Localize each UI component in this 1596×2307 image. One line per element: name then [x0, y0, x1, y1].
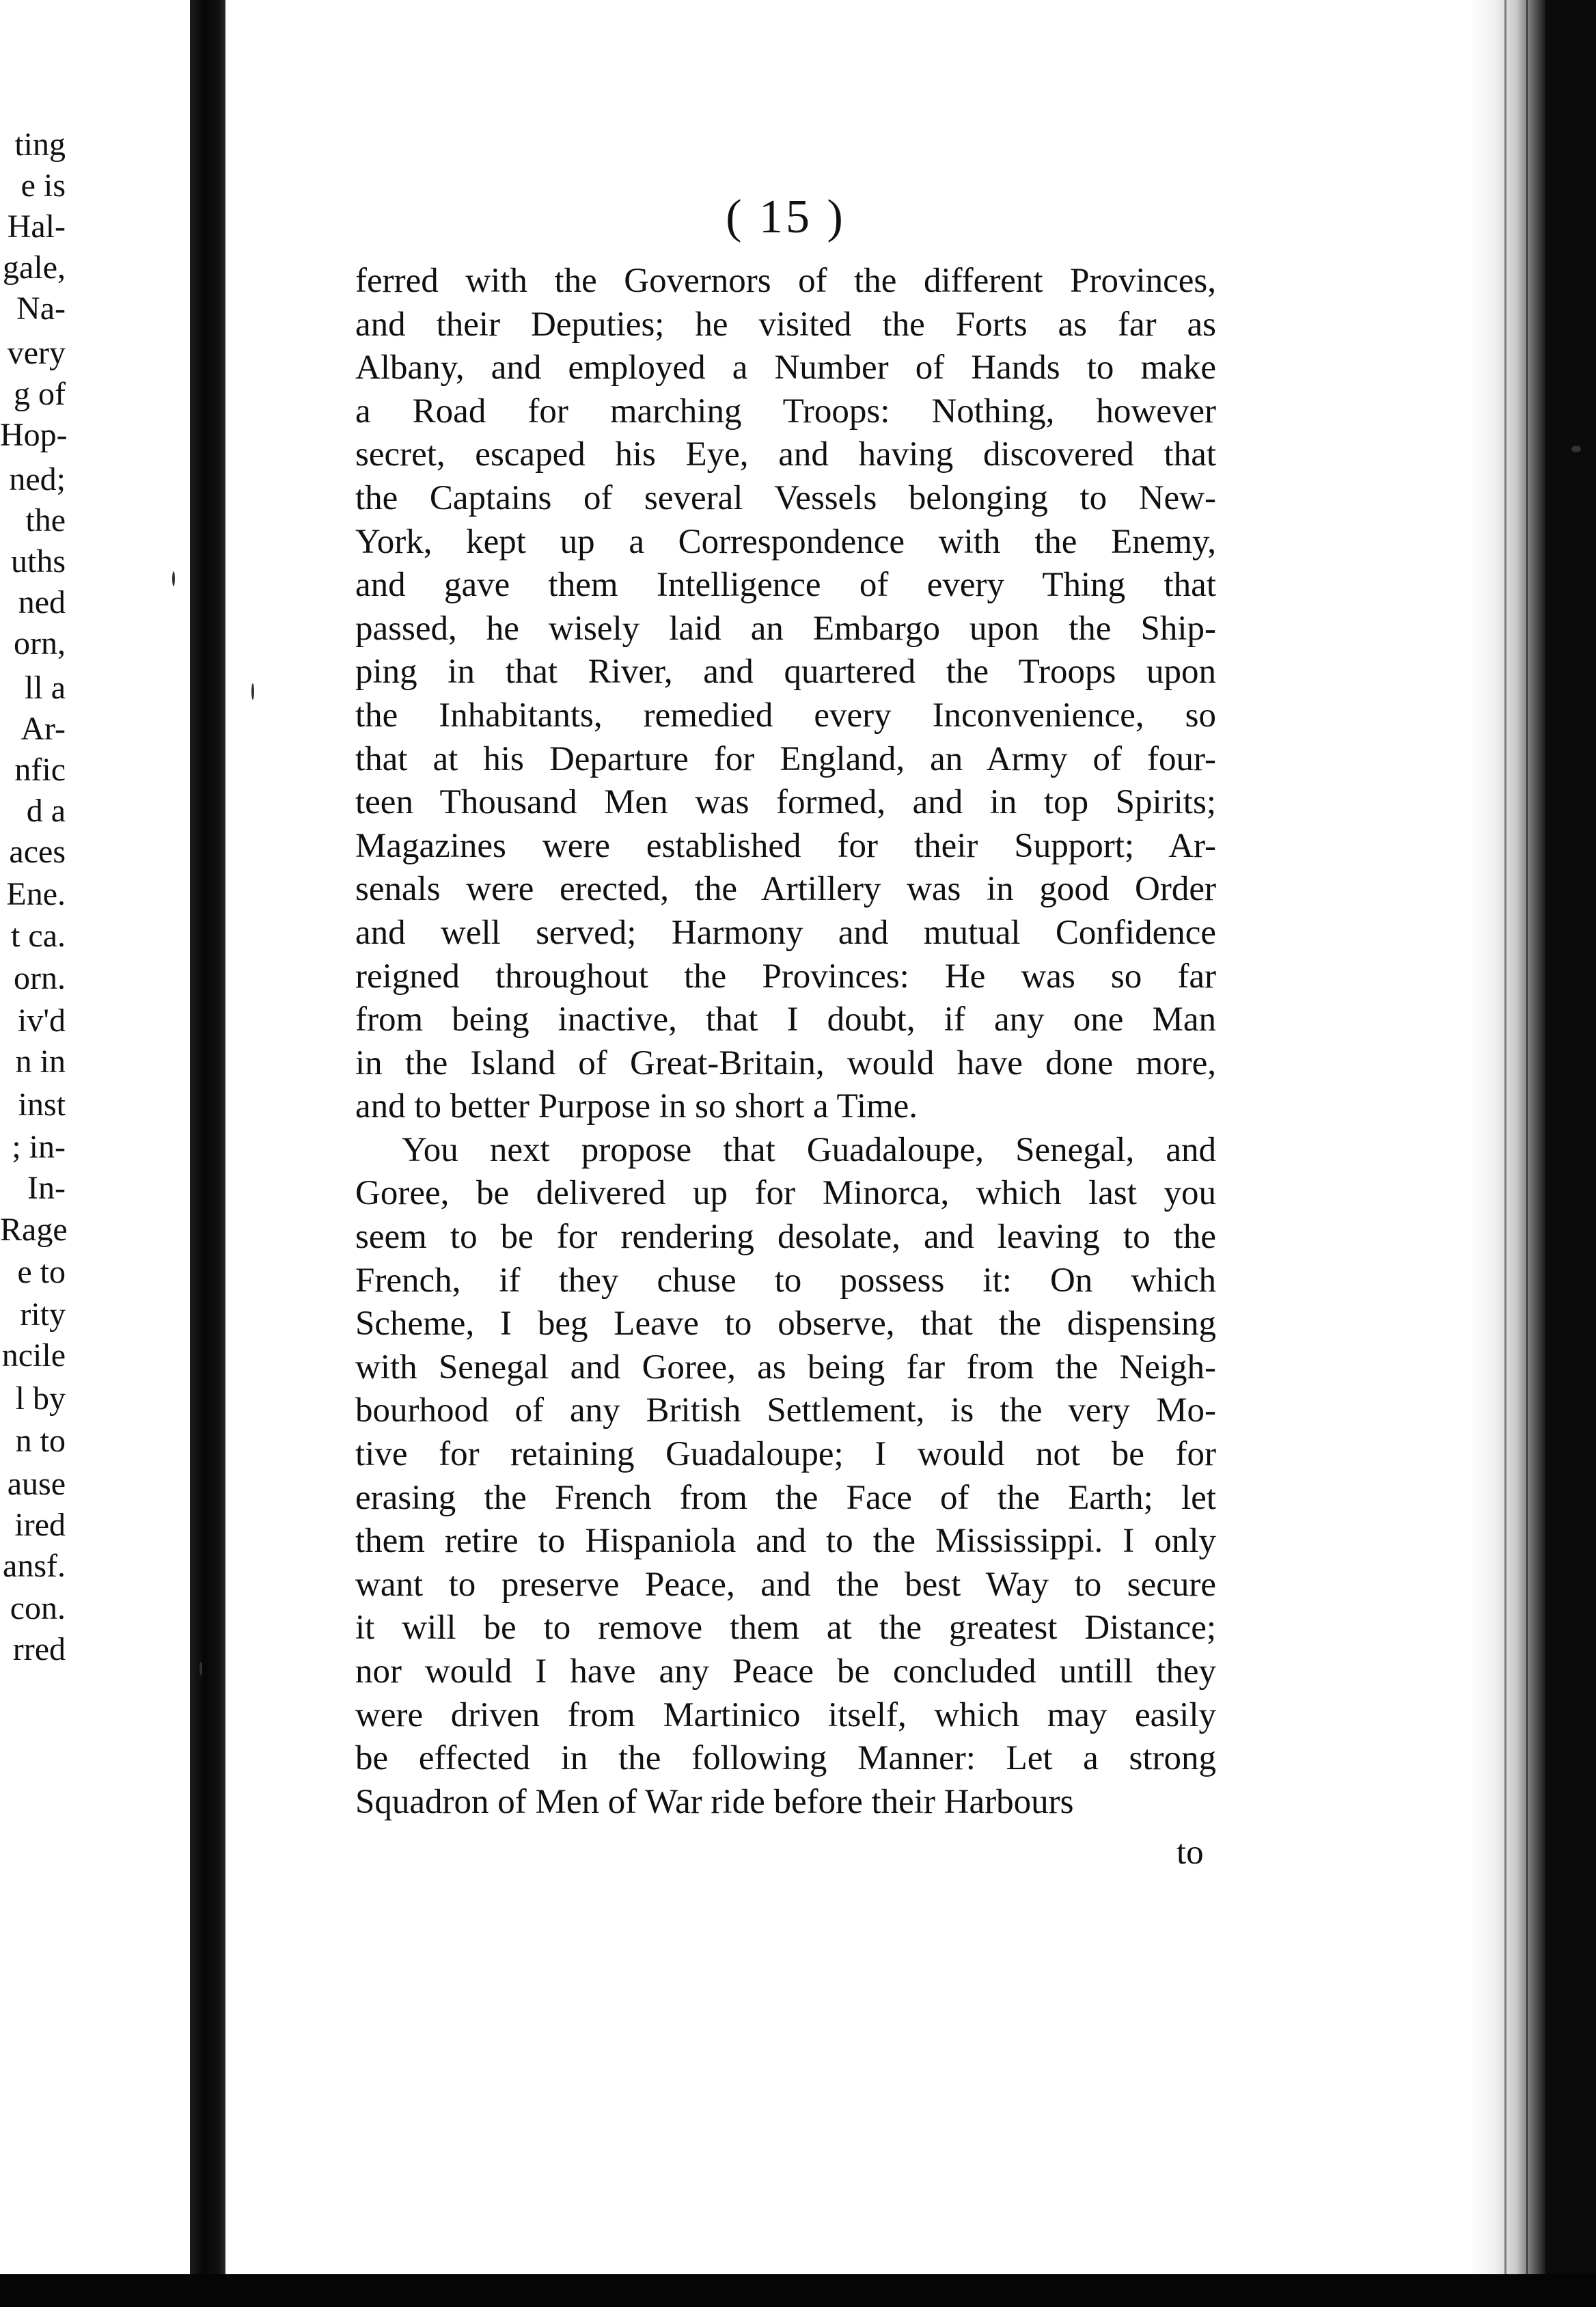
- text-line: and to better Purpose in so short a Time.: [355, 1087, 918, 1126]
- text-line: in the Island of Great-Britain, would have done more,: [355, 1043, 1216, 1082]
- text-line: and their Deputies; he visited the Forts as far as: [355, 305, 1216, 344]
- left-page-fragment-line: Rage: [0, 1212, 68, 1248]
- left-page-fragment-line: ; in-: [12, 1129, 66, 1165]
- text-line: teen Thousand Men was formed, and in top Spirits;: [355, 783, 1216, 822]
- text-line: senals were erected, the Artillery was in good Order: [355, 870, 1216, 909]
- text-line: passed, he wisely laid an Embargo upon the Ship-: [355, 609, 1216, 648]
- left-page-fragment-line: ired: [14, 1507, 66, 1543]
- text-line: Scheme, I beg Leave to observe, that the dispensing: [355, 1305, 1216, 1343]
- text-line: and well served; Harmony and mutual Confidence: [355, 913, 1216, 952]
- text-line: reigned throughout the Provinces: He was so far: [355, 957, 1216, 996]
- left-page-fragment-line: ned;: [9, 461, 66, 497]
- page-edge-shadow: [1469, 0, 1545, 2274]
- left-page-fragment-line: n in: [15, 1043, 66, 1080]
- left-page-fragment-line: the: [25, 502, 66, 538]
- text-line: York, kept up a Correspondence with the Enemy,: [355, 522, 1216, 561]
- text-line: seem to be for rendering desolate, and leaving to the: [355, 1218, 1216, 1257]
- text-line: from being inactive, that I doubt, if any one Man: [355, 1000, 1216, 1039]
- left-page-fragment-line: ansf.: [3, 1548, 66, 1584]
- text-line: be effected in the following Manner: Let a strong: [355, 1739, 1216, 1778]
- ink-speck: [200, 1662, 202, 1676]
- text-line: and gave them Intelligence of every Thing that: [355, 566, 1216, 605]
- text-line: nor would I have any Peace be concluded untill they: [355, 1652, 1216, 1691]
- left-page-fragment-line: Hop-: [0, 417, 68, 453]
- left-page-fragment-line: ause: [7, 1466, 66, 1502]
- left-page-fragment-line: Na-: [16, 290, 66, 327]
- left-page-fragment-line: orn.: [14, 960, 66, 996]
- left-page-fragment-line: e is: [20, 167, 66, 204]
- left-page-fragment-line: ncile: [1, 1337, 66, 1374]
- left-page-fragment-line: con.: [10, 1590, 66, 1626]
- text-line: with Senegal and Goree, as being far from the Neigh-: [355, 1348, 1216, 1387]
- left-page-fragment-line: n to: [15, 1423, 66, 1459]
- text-line: ferred with the Governors of the different Provinces,: [355, 262, 1216, 300]
- text-line: the Captains of several Vessels belonging to New-: [355, 478, 1216, 517]
- left-page-fragment-line: very: [7, 335, 66, 371]
- right-dark-margin: [1545, 0, 1596, 2307]
- page-number: ( 15 ): [726, 191, 846, 243]
- text-line: the Inhabitants, remedied every Inconvenience, so: [355, 696, 1216, 735]
- left-page-fragment-line: aces: [9, 834, 66, 870]
- left-page-fragment-line: t ca.: [11, 918, 66, 954]
- ink-speck: [1571, 446, 1581, 452]
- left-page-fragment-line: orn,: [14, 625, 66, 661]
- left-page-fragment-line: d a: [26, 793, 66, 829]
- left-page-fragment-line: In-: [27, 1170, 66, 1206]
- left-page-fragment: [0, 128, 190, 1782]
- left-page-fragment-line: ll a: [25, 670, 66, 706]
- page-body-text: [355, 260, 1216, 1824]
- left-page-fragment-line: nfic: [14, 752, 66, 788]
- left-page-fragment-line: inst: [18, 1087, 66, 1123]
- text-line: it will be to remove them at the greatest Distance;: [355, 1609, 1216, 1648]
- book-gutter: [190, 0, 225, 2307]
- left-page-fragment-line: Ar-: [20, 711, 66, 747]
- text-line: a Road for marching Troops: Nothing, however: [355, 392, 1216, 431]
- text-line: tive for retaining Guadaloupe; I would not be for: [355, 1435, 1216, 1474]
- left-page-fragment-line: rred: [12, 1631, 66, 1667]
- text-line: Albany, and employed a Number of Hands to make: [355, 349, 1216, 387]
- text-line: Squadron of Men of War ride before their Harbours: [355, 1782, 1074, 1821]
- left-page-fragment-line: gale,: [3, 249, 66, 286]
- text-line: were driven from Martinico itself, which may easily: [355, 1695, 1216, 1734]
- left-page-fragment-line: Ene.: [6, 876, 66, 912]
- text-line: ping in that River, and quartered the Troops upon: [355, 653, 1216, 692]
- left-page-fragment-line: iv'd: [18, 1002, 66, 1039]
- text-line: that at his Departure for England, an Army of four-: [355, 739, 1216, 778]
- text-line: Goree, be delivered up for Minorca, which last you: [355, 1174, 1216, 1213]
- left-page-fragment-line: Hal-: [7, 208, 66, 245]
- left-page-fragment-line: ned: [18, 584, 66, 620]
- text-line: bourhood of any British Settlement, is the very Mo-: [355, 1391, 1216, 1430]
- left-page-fragment-line: e to: [17, 1254, 66, 1290]
- text-line: French, if they chuse to possess it: On which: [355, 1261, 1216, 1300]
- text-line: secret, escaped his Eye, and having discovered that: [355, 435, 1216, 474]
- left-page-fragment-line: ting: [14, 128, 66, 163]
- left-page-fragment-line: l by: [15, 1380, 66, 1417]
- text-line: them retire to Hispaniola and to the Mississippi. I only: [355, 1522, 1216, 1561]
- text-line: You next propose that Guadaloupe, Senegal, and: [402, 1130, 1216, 1169]
- text-line: want to preserve Peace, and the best Way to secure: [355, 1565, 1216, 1604]
- ink-speck: [172, 571, 175, 586]
- text-line: erasing the French from the Face of the Earth; let: [355, 1478, 1216, 1517]
- left-page-fragment-line: rity: [20, 1296, 66, 1333]
- text-line: Magazines were established for their Support; Ar-: [355, 826, 1216, 865]
- left-page-fragment-line: g of: [14, 376, 66, 412]
- ink-speck: [251, 683, 254, 700]
- bottom-dark-band: [0, 2274, 1596, 2307]
- left-page-fragment-line: uths: [10, 543, 66, 579]
- catchword: to: [1177, 1833, 1204, 1872]
